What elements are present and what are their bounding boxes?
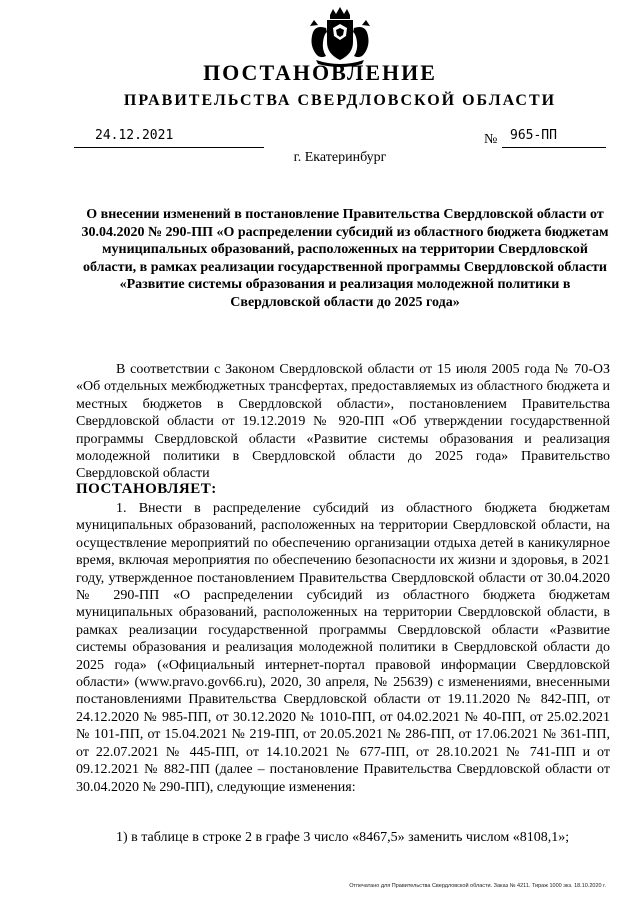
document-date: 24.12.2021 <box>95 128 174 143</box>
sverdlovsk-coat-of-arms-icon <box>300 6 380 68</box>
preamble-paragraph: В соответствии с Законом Свердловской области от 15 июля 2005 года № 70-ОЗ «Об отдельных межбюджетных трансфертах, предоставляемых из областного бюджета и местных бюджетов в Свердловской области», постановлением Правительства Свердловской области от 19.12.2019 № 920-ПП «Об утверждении государственной программы Свердловской области «Развитие системы образования и реализация молодежной политики в Свердловской области до 2025 года» Правительство Свердловской области <box>76 362 610 482</box>
issuing-authority-title: ПРАВИТЕЛЬСТВА СВЕРДЛОВСКОЙ ОБЛАСТИ <box>123 92 557 109</box>
city-of-issue: г. Екатеринбург <box>293 150 387 165</box>
document-number: 965-ПП <box>510 128 557 143</box>
print-run-note: Отпечатано для Правительства Свердловской области. Заказ № 4211. Тираж 1000 экз. 18.10.2020 г. <box>349 883 606 889</box>
clause-1-paragraph: 1. Внести в распределение субсидий из областного бюджета бюджетам муниципальных образований, расположенных на территории Свердловской области, на осуществление мероприятий по обеспечению организации отдыха детей в каникулярное время, включая мероприятия по обеспечению безопасности их жизни и здоровья, в 2021 году, утвержденное постановлением Правительства Свердловской области от 30.04.2020 № 290-ПП «О распределении субсидий из областного бюджета бюджетам муниципальных образований, расположенных на территории Свердловской области, в рамках реализации государственной программы Свердловской области «Развитие системы образования и реализация молодежной политики в Свердловской области до 2025 года» («Официальный интернет-портал правовой информации Свердловской области» (www.pravo.gov66.ru), 2020, 30 апреля, № 25639) с изменениями, внесенными постановлениями Правительства Свердловской области от 19.11.2020 № 842-ПП, от 24.12.2020 № 985-ПП, от 30.12.2020 № 1010-ПП, от 04.02.2021 № 40-ПП, от 25.02.2021 № 101-ПП, от 15.04.2021 № 219-ПП, от 20.05.2021 № 286-ПП, от 17.06.2021 № 361-ПП, от 22.07.2021 № 445-ПП, от 14.10.2021 № 677-ПП, от 28.10.2021 № 741-ПП и от 09.12.2021 № 882-ПП (далее – постановление Правительства Свердловской области от 30.04.2020 № 290-ПП), следующие изменения: <box>76 501 610 795</box>
subclause-1-paragraph: 1) в таблице в строке 2 в графе 3 число «8467,5» заменить числом «8108,1»; <box>116 830 570 845</box>
document-subject-heading: О внесении изменений в постановление Правительства Свердловской области от 30.04.2020 № 290-ПП «О распределении субсидий из областного бюджета бюджетам муниципальных образований, расположенных на территории Свердловской области, в рамках реализации государственной программы Свердловской области «Развитие системы образования и реализация молодежной политики в Свердловской области до 2025 года» <box>81 207 609 310</box>
resolution-keyword: ПОСТАНОВЛЯЕТ: <box>76 481 217 497</box>
document-type-title: ПОСТАНОВЛЕНИЕ <box>203 60 437 85</box>
number-sign: № <box>484 132 498 147</box>
number-underline <box>502 147 606 148</box>
date-underline <box>74 147 264 148</box>
